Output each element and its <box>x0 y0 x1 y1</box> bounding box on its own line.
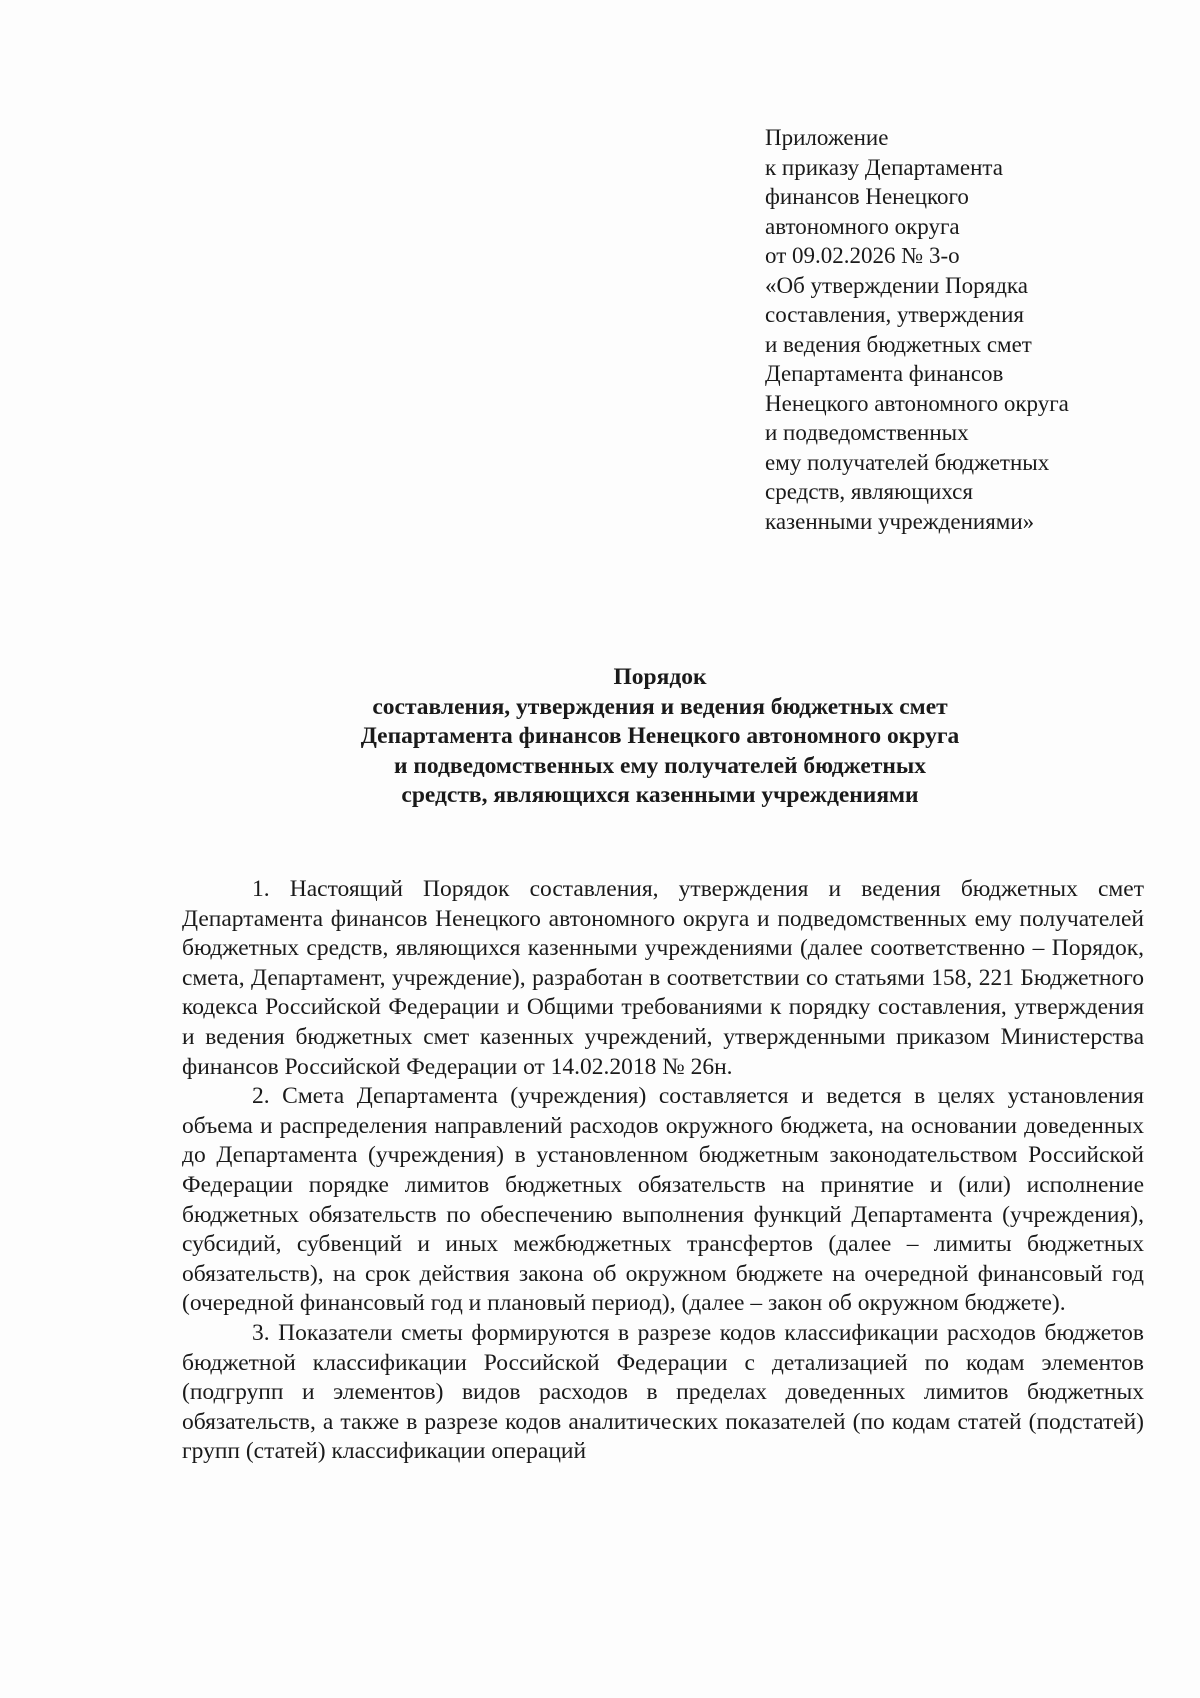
paragraph-1: 1. Настоящий Порядок составления, утверждения и ведения бюджетных смет Департамента финансов Ненецкого автономного округа и подведомственных ему получателей бюджетных средств, являющихся казенными учреждениями (далее соответственно – Порядок, смета, Департамент, учреждение), разработан в соответствии со статьями 158, 221 Бюджетного кодекса Российской Федерации и Общими требованиями к порядку составления, утверждения и ведения бюджетных смет казенных учреждений, утвержденными приказом Министерства финансов Российской Федерации от 14.02.2018 № 26н. <box>182 876 1144 1080</box>
appendix-line: от 09.02.2026 № 3-о <box>765 243 960 268</box>
title-line: средств, являющихся казенными учреждениями <box>401 782 919 808</box>
title-line: составления, утверждения и ведения бюджетных смет <box>372 693 948 720</box>
document-title <box>180 663 1140 811</box>
paragraph-2: 2. Смета Департамента (учреждения) составляется и ведется в целях установления объема и распределения направлений расходов окружного бюджета, на основании доведенных до Департамента (учреждения) в установленном бюджетным законодательством Российской Федерации порядке лимитов бюджетных обязательств на принятие и (или) исполнение бюджетных обязательств по обеспечению выполнения функций Департамента (учреждения), субсидий, субвенций и иных межбюджетных трансфертов (далее – лимиты бюджетных обязательств), на срок действия закона об окружном бюджете на очередной финансовый год (очередной финансовый год и плановый период), (далее – закон об окружном бюджете). <box>182 1083 1144 1317</box>
appendix-line: казенными учреждениями» <box>765 508 1035 534</box>
appendix-line: средств, являющихся <box>765 479 973 504</box>
appendix-line: и ведения бюджетных смет <box>765 331 1032 357</box>
title-line: Порядок <box>613 664 707 690</box>
appendix-line: Ненецкого автономного округа <box>765 390 1069 416</box>
appendix-line: ему получателей бюджетных <box>765 449 1050 475</box>
appendix-line: Департамента финансов <box>765 361 1004 386</box>
document-body <box>182 875 1144 1467</box>
title-line: Департамента финансов Ненецкого автономного округа <box>360 723 960 749</box>
appendix-line: к приказу Департамента <box>765 154 1003 180</box>
appendix-line: автономного округа <box>765 213 960 239</box>
appendix-line: финансов Ненецкого <box>765 184 969 209</box>
appendix-line: Приложение <box>765 125 889 150</box>
appendix-line: «Об утверждении Порядка <box>765 272 1028 298</box>
appendix-line: составления, утверждения <box>765 302 1024 327</box>
title-line: и подведомственных ему получателей бюджетных <box>393 752 927 779</box>
appendix-block <box>765 123 1165 536</box>
appendix-line: и подведомственных <box>765 420 969 445</box>
paragraph-3: 3. Показатели сметы формируются в разрезе кодов классификации расходов бюджетов бюджетной классификации Российской Федерации с детализацией по кодам элементов (подгрупп и элементов) видов расходов в пределах доведенных лимитов бюджетных обязательств, а также в разрезе кодов аналитических показателей (по кодам статей (подстатей) групп (статей) классификации операций <box>182 1319 1144 1465</box>
